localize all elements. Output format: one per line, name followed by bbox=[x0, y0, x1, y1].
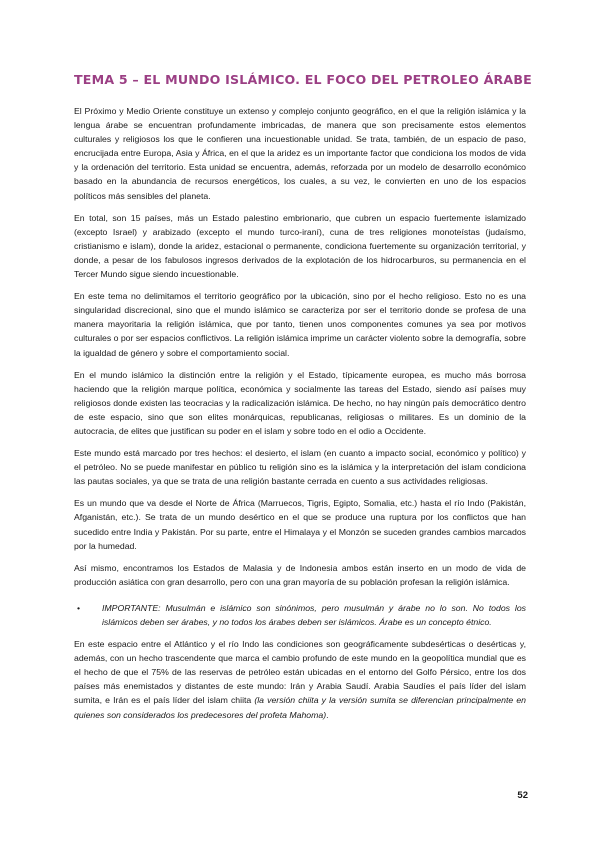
paragraph-religion-state: En el mundo islámico la distinción entre la religión y el Estado, típicamente europea, es mucho más borrosa haciendo que la religión marque política, económica y socialmente las tareas del Estado, siendo así países muy religiosos donde existen las teocracias y la radicalización islámica. De hecho, no hay ningún país democrático dentro de este espacio, sino que son elites monárquicas, republicanas, religiosas o militares. Es un dominio de la autocracia, de elites que justifican su poder en el islam y sobre todo en el odio a Occidente. bbox=[74, 369, 526, 436]
important-text: : Musulmán e islámico son sinónimos, pero musulmán y árabe no lo son. No todos los islámicos deben ser árabes, y no todos los árabes deben ser islámicos. Árabe es un concepto étnico. bbox=[102, 602, 526, 627]
important-label: IMPORTANTE bbox=[102, 602, 159, 613]
paragraph-territory: En este tema no delimitamos el territorio geográfico por la ubicación, sino por el hecho religioso. Esto no es una singularidad discrecional, sino que el mundo islámico se caracteriza por ser el territorio donde se profesa de una manera mayoritaria la religión islámica, que por tanto, tienen unos componentes comunes ya sea por motivos culturales o por ser espacios conflictivos. La religión islámica imprime un carácter violento sobre la demografía, sobre la igualdad de género y sobre el comportamiento social. bbox=[74, 291, 526, 358]
page-number: 52 bbox=[517, 790, 528, 801]
paragraph-malaysia-indonesia: Así mismo, encontramos los Estados de Malasia y de Indonesia ambos están inserto en un modo de vida de producción asiática con gran desarrollo, pero con una gran mayoría de su población profesan la religión islámica. bbox=[74, 562, 526, 587]
page-title: TEMA 5 – EL MUNDO ISLÁMICO. EL FOCO DEL PETROLEO ÁRABE bbox=[74, 72, 532, 87]
bullet-marker: • bbox=[77, 602, 81, 613]
oil-italic-note: (la versión chiita y la versión sumita se diferencian principalmente en quienes son considerados los predecesores del profeta Mahoma) bbox=[74, 695, 526, 720]
paragraph-intro: El Próximo y Medio Oriente constituye un extenso y complejo conjunto geográfico, en el que la religión islámica y la lengua árabe se encuentran profundamente imbricadas, de manera que son precisamente estos elementos culturales y religiosos los que le confieren una incuestionable unidad. Se trata, también, de un espacio de paso, encrucijada entre Europa, Asia y África, en el que la aridez es un importante factor que condiciona los modos de vida y la ordenación del territorio. Esta unidad se encuentra, además, reforzada por un modelo de desarrollo económico basado en la abundancia de recursos energéticos, los cuales, a su vez, le convierten en uno de los espacios políticos más sensibles del planeta. bbox=[74, 106, 526, 201]
oil-end: . bbox=[326, 709, 329, 720]
paragraph-oil bbox=[74, 637, 526, 722]
document-page bbox=[74, 0, 532, 722]
important-note bbox=[74, 601, 526, 629]
paragraph-countries: En total, son 15 países, más un Estado palestino embrionario, que cubren un espacio fuertemente islamizado (excepto Israel) y arabizado (excepto el mundo turco-iraní), cuna de tres religiones monoteístas (judaísmo, cristianismo e islam), donde la aridez, estacional o permanente, condiciona fuertemente su organización territorial, y donde, a pesar de los fabulosos ingresos derivados de la explotación de los hidrocarburos, su permanencia en el Tercer Mundo sigue siendo incuestionable. bbox=[74, 212, 526, 280]
paragraph-extent: Es un mundo que va desde el Norte de África (Marruecos, Tigris, Egipto, Somalia, etc.) hasta el río Indo (Pakistán, Afganistán, etc.). Se trata de un mundo desértico en el que se produce una ruptura por los conflictos que han sucedido entre India y Pakistán. Por su parte, entre el Himalaya y el Monzón se suceden grandes cambios marcados por la humedad. bbox=[74, 498, 526, 551]
oil-text: En este espacio entre el Atlántico y el río Indo las condiciones son geográficamente subdesérticas o desérticas y, además, con un hecho trascendente que marca el cambio profundo de este mundo en la geopolítica mundial que es el hecho de que el 75% de las reservas de petróleo están ubicadas en el entorno del Golfo Pérsico, entre los dos países más enemistados y distantes de este mundo: Irán y Arabia Saudí. Arabia Saudíes el país líder del islam sumita, e Irán es el país líder del islam chiita bbox=[74, 639, 526, 706]
paragraph-three-facts: Este mundo está marcado por tres hechos: el desierto, el islam (en cuanto a impacto social, económico y político) y el petróleo. No se puede manifestar en público tu religión sino es la islámica y la interpretación del islam condiciona las pautas sociales, ya que se trata de una religión bastante cerrada en cuento a sus actividades religiosas. bbox=[74, 448, 526, 487]
